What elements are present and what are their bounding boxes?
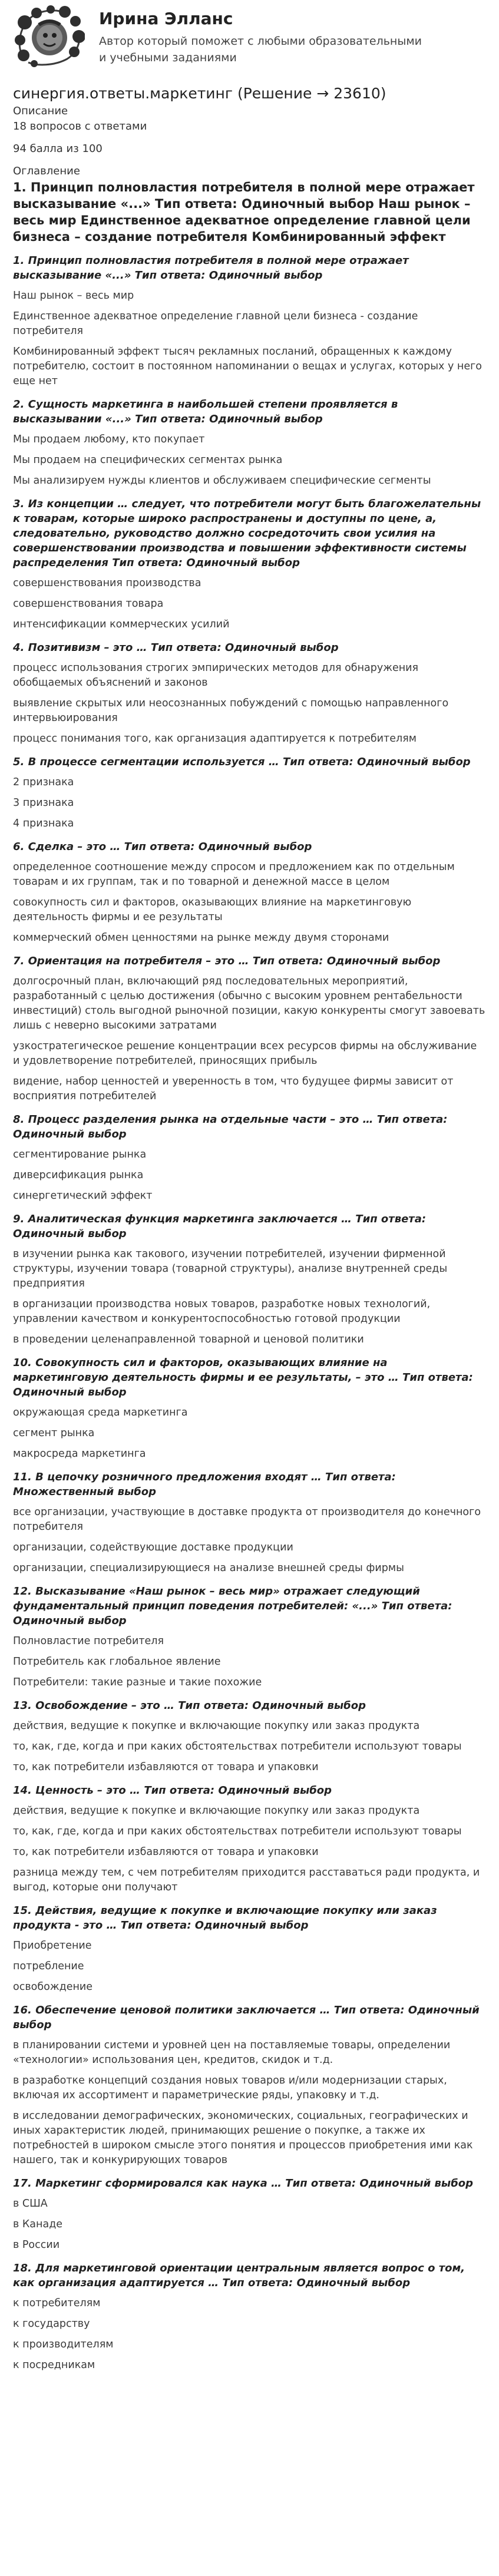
question-title: 7. Ориентация на потребителя – это … Тип ответа: Одиночный выбор <box>13 955 441 967</box>
questions-count: 18 вопросов с ответами <box>13 120 147 133</box>
answer-option: Потребители: такие разные и такие похожие <box>13 1676 262 1688</box>
question-title: 16. Обеспечение ценовой политики заключается … Тип ответа: Одиночный выбор <box>13 2004 480 2031</box>
question-block <box>13 1698 486 1775</box>
question-block <box>13 640 486 746</box>
question-block <box>13 1112 486 1203</box>
main-heading: 1. Принцип полновластия потребителя в полной мере отражает высказывание «...» Тип ответа: Одиночный выбор Наш рынок – весь мир Единственное адекватное определение главной цели бизнеса – создание потребителя Комбинированный эффект <box>13 180 475 244</box>
answer-option: в разработке концепций создания новых товаров и/или модернизации старых, включая их ассортимент и параметрические ряды, упаковку и т.д. <box>13 2075 447 2101</box>
question-block <box>13 2003 486 2168</box>
author-name[interactable]: Ирина Элланс <box>99 9 233 28</box>
answer-option: определенное соотношение между спросом и предложением как по отдельным товарам и их группам, так и по товарной и денежной массе в целом <box>13 861 455 888</box>
answer-option: совокупность сил и факторов, оказывающих влияние на маркетинговую деятельность фирмы и ее результаты <box>13 897 412 923</box>
answer-option: организации, специализирующиеся на анализе внешней среды фирмы <box>13 1562 404 1574</box>
question-title: 2. Сущность маркетинга в наибольшей степени проявляется в высказывании «...» Тип ответа: Одиночный выбор <box>13 398 398 425</box>
answer-option: Мы продаем любому, кто покупает <box>13 434 205 445</box>
answer-option: к посредникам <box>13 2359 95 2371</box>
answer-option: Приобретение <box>13 1940 92 1952</box>
answer-option: то, как потребители избавляются от товара и упаковки <box>13 1846 319 1858</box>
answer-option: синергетический эффект <box>13 1190 153 1202</box>
answer-option: 4 признака <box>13 818 74 829</box>
question-block <box>13 954 486 1104</box>
page-title: синергия.ответы.маркетинг (Решение → 23610) <box>13 85 386 102</box>
answer-option: сегмент рынка <box>13 1427 95 1439</box>
answer-option: потребление <box>13 1960 84 1972</box>
question-title: 1. Принцип полновластия потребителя в полной мере отражает высказывание «...» Тип ответа: Одиночный выбор <box>13 254 409 282</box>
toc-label: Оглавление <box>13 165 80 177</box>
answer-option: диверсификация рынка <box>13 1169 144 1181</box>
answer-option: в Канаде <box>13 2218 63 2230</box>
answer-option: к потребителям <box>13 2297 101 2309</box>
answer-option: к производителям <box>13 2339 114 2350</box>
answer-option: то, как потребители избавляются от товара и упаковки <box>13 1761 319 1773</box>
answer-option: в США <box>13 2198 48 2210</box>
answer-option: выявление скрытых или неосознанных побуждений с помощью направленного интервьюирования <box>13 697 449 724</box>
question-title: 3. Из концепции … следует, что потребители могут быть благожелательны к товарам, которые широко распространены и доступны по цене, а, следовательно, руководство должно сосредоточить свои усилия на совершенствовании производства и повышении эффективности системы распределения Тип ответа: Одиночный выбор <box>13 498 481 569</box>
answer-option: в организации производства новых товаров, разработке новых технологий, управлении качеством и конкурентоспособностью готовой продукции <box>13 1298 431 1325</box>
answer-option: Комбинированный эффект тысяч рекламных посланий, обращенных к каждому потребителю, состоит в постоянном напоминании о вещах и услугах, которых у него еще нет <box>13 346 482 387</box>
description-label: Описание <box>13 105 68 117</box>
question-title: 9. Аналитическая функция маркетинга заключается … Тип ответа: Одиночный выбор <box>13 1213 427 1240</box>
answer-option: в исследовании демографических, экономических, социальных, географических и иных характеристик людей, принимающих решение о покупке, а также их потребностей в широком смысле этого понятия и процессов приобретения ими как нашего, так и конкурирующих товаров <box>13 2110 473 2166</box>
question-block <box>13 755 486 831</box>
question-title: 17. Маркетинг сформировался как наука … Тип ответа: Одиночный выбор <box>13 2177 474 2190</box>
question-block <box>13 1903 486 1995</box>
answer-option: в изучении рынка как такового, изучении потребителей, изучении фирменной структуры, изучении товара (товарной структуры), анализе внутренней среды предприятия <box>13 1248 448 1289</box>
question-block <box>13 397 486 488</box>
answer-option: то, как, где, когда и при каких обстоятельствах потребители используют товары <box>13 1826 462 1837</box>
question-title: 8. Процесс разделения рынка на отдельные части – это … Тип ответа: Одиночный выбор <box>13 1113 448 1140</box>
answer-option: узкостратегическое решение концентрации всех ресурсов фирмы на обслуживание и удовлетворение потребителей, приносящих прибыль <box>13 1040 477 1067</box>
answer-option: Единственное адекватное определение главной цели бизнеса - создание потребителя <box>13 310 418 337</box>
question-title: 6. Сделка – это … Тип ответа: Одиночный выбор <box>13 841 312 853</box>
answer-option: к государству <box>13 2318 90 2330</box>
question-title: 5. В процессе сегментации используется … Тип ответа: Одиночный выбор <box>13 756 471 768</box>
answer-option: коммерческий обмен ценностями на рынке между двумя сторонами <box>13 932 389 944</box>
answer-option: Наш рынок – весь мир <box>13 290 134 302</box>
answer-option: то, как, где, когда и при каких обстоятельствах потребители используют товары <box>13 1741 462 1752</box>
question-title: 4. Позитивизм – это … Тип ответа: Одиночный выбор <box>13 641 339 654</box>
author-block <box>13 0 486 75</box>
question-block <box>13 1470 486 1576</box>
answer-option: 2 признака <box>13 776 74 788</box>
answer-option: процесс понимания того, как организация адаптируется к потребителям <box>13 733 417 745</box>
question-block <box>13 839 486 945</box>
answer-option: в планировании системи и уровней цен на поставляемые товары, определении «технологии» использования цен, кредитов, скидок и т.д. <box>13 2039 451 2066</box>
author-description: Автор который поможет с любыми образовательными и учебными заданиями <box>99 35 422 64</box>
question-block <box>13 1783 486 1895</box>
answer-option: совершенствования производства <box>13 577 201 589</box>
answer-option: Мы продаем на специфических сегментах рынка <box>13 454 283 466</box>
answer-option: Потребитель как глобальное явление <box>13 1656 221 1668</box>
answer-option: интенсификации коммерческих усилий <box>13 619 230 630</box>
question-title: 10. Совокупность сил и факторов, оказывающих влияние на маркетинговую деятельность фирмы и ее результаты, – это … Тип ответа: Одиночный выбор <box>13 1357 473 1398</box>
answer-option: в проведении целенаправленной товарной и ценовой политики <box>13 1334 364 1345</box>
answer-option: в России <box>13 2239 60 2251</box>
answer-option: действия, ведущие к покупке и включающие покупку или заказ продукта <box>13 1805 420 1817</box>
answer-option: макросреда маркетинга <box>13 1448 146 1460</box>
answer-option: окружающая среда маркетинга <box>13 1407 188 1418</box>
question-block <box>13 1355 486 1461</box>
question-title: 12. Высказывание «Наш рынок – весь мир» отражает следующий фундаментальный принцип поведения потребителей: «...» Тип ответа: Одиночный выбор <box>13 1585 452 1627</box>
answer-option: видение, набор ценностей и уверенность в том, что будущее фирмы зависит от восприятия потребителей <box>13 1076 454 1102</box>
questions-list <box>13 253 486 2373</box>
question-block <box>13 1584 486 1690</box>
answer-option: Мы анализируем нужды клиентов и обслуживаем специфические сегменты <box>13 475 431 487</box>
answer-option: действия, ведущие к покупке и включающие покупку или заказ продукта <box>13 1720 420 1732</box>
answer-option: Полновластие потребителя <box>13 1635 164 1647</box>
question-title: 18. Для маркетинговой ориентации центральным является вопрос о том, как организация адаптируется … Тип ответа: Одиночный выбор <box>13 2262 465 2289</box>
answer-option: освобождение <box>13 1981 93 1993</box>
answer-option: все организации, участвующие в доставке продукта от производителя до конечного потребителя <box>13 1506 481 1533</box>
answer-option: сегментирование рынка <box>13 1149 147 1160</box>
question-block <box>13 2261 486 2373</box>
question-title: 14. Ценность – это … Тип ответа: Одиночный выбор <box>13 1784 332 1797</box>
question-block <box>13 253 486 389</box>
question-title: 13. Освобождение – это … Тип ответа: Одиночный выбор <box>13 1699 366 1712</box>
answer-option: 3 признака <box>13 797 74 809</box>
question-block <box>13 497 486 632</box>
answer-option: организации, содействующие доставке продукции <box>13 1542 293 1553</box>
score-text: 94 балла из 100 <box>13 143 103 155</box>
question-title: 11. В цепочку розничного предложения входят … Тип ответа: Множественный выбор <box>13 1471 396 1498</box>
author-avatar <box>13 5 85 68</box>
answer-option: процесс использования строгих эмпирических методов для обнаружения обобщаемых объяснений и законов <box>13 662 419 689</box>
answer-option: разница между тем, с чем потребителям приходится расставаться ради продукта, и выгод, которые они получают <box>13 1867 480 1893</box>
question-block <box>13 1212 486 1347</box>
answer-option: совершенствования товара <box>13 598 164 610</box>
question-title: 15. Действия, ведущие к покупке и включающие покупку или заказ продукта - это … Тип ответа: Одиночный выбор <box>13 1904 437 1932</box>
answer-option: долгосрочный план, включающий ряд последовательных мероприятий, разработанный с целью достижения (обычно с высоким уровнем рентабельности инвестиций) столь выгодной рыночной позиции, какую конкуренты смогут завоевать лишь с неверно высокими затратами <box>13 975 485 1031</box>
question-block <box>13 2176 486 2253</box>
